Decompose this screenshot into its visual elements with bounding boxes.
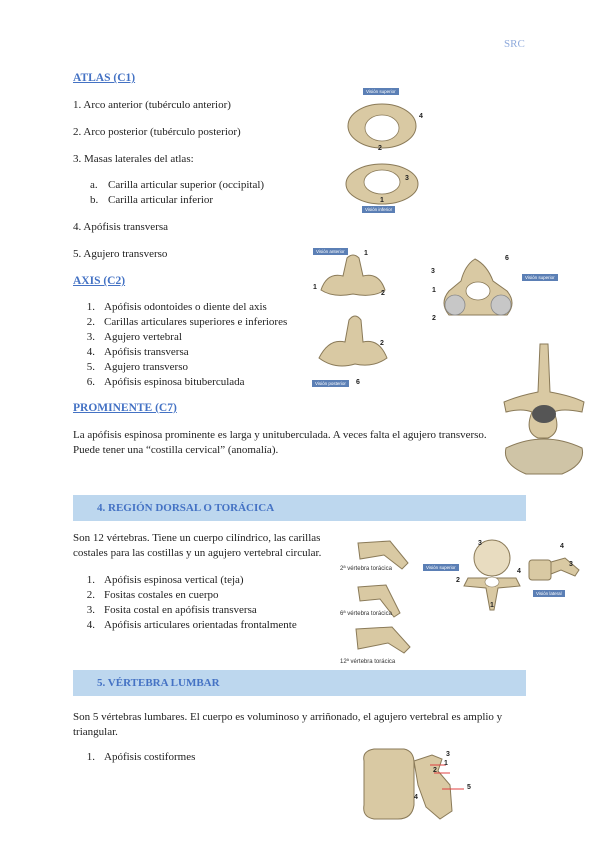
thoracic-caption-1: 2ª vértebra torácica xyxy=(340,566,392,572)
atlas-title: ATLAS (C1) xyxy=(73,72,136,84)
atlas-item-2: 2. Arco posterior (tubérculo posterior) xyxy=(73,126,241,138)
thoracic-mark-4: 4 xyxy=(517,568,521,575)
thoracic-mark-1: 1 xyxy=(490,602,494,609)
atlas-subitem-b: b. Carilla articular inferior xyxy=(90,194,214,206)
atlas-subitem-a: a. Carilla articular superior (occipital) xyxy=(90,179,265,191)
axis-posterior-illustration xyxy=(313,312,393,382)
thoracic-lateral-series xyxy=(350,535,420,665)
axis-mark-a1: 1 xyxy=(364,250,368,257)
lumbar-mark-5: 5 xyxy=(467,784,471,791)
lumbar-mark-2: 2 xyxy=(433,767,437,774)
atlas-mark-2: 2 xyxy=(378,145,382,152)
atlas-fig-label-bottom: Visión inferior xyxy=(362,206,395,213)
list-item: 4. Apófisis articulares orientadas frontalmente xyxy=(86,619,297,631)
list-item: 4. Apófisis transversa xyxy=(86,346,189,358)
lumbar-list xyxy=(73,750,195,765)
thoracic-label-lateral: Visión lateral xyxy=(533,590,565,597)
thoracic-caption-3: 12ª vértebra torácica xyxy=(340,659,396,665)
axis-mark-a2: 1 xyxy=(313,284,317,291)
atlas-fig-label-top: Visión superior xyxy=(363,88,399,95)
thoracic-mark-3b: 3 xyxy=(569,561,573,568)
axis-mark-c1: 1 xyxy=(432,287,436,294)
header-initials: SRC xyxy=(504,38,525,50)
list-item: 6. Apófisis espinosa bituberculada xyxy=(86,376,245,388)
list-item: 3. Fosita costal en apófisis transversa xyxy=(86,604,257,616)
thoracic-label-superior: Visión superior xyxy=(423,564,459,571)
c7-illustration xyxy=(502,342,588,487)
lumbar-mark-4: 4 xyxy=(414,794,418,801)
list-item: 2. Carillas articulares superiores e inferiores xyxy=(86,316,288,328)
atlas-item-3: 3. Masas laterales del atlas: xyxy=(73,153,194,165)
list-item: 1. Apófisis espinosa vertical (teja) xyxy=(86,574,244,586)
list-item: 1. Apófisis costiformes xyxy=(86,751,196,763)
dorsal-list xyxy=(73,573,297,633)
lumbar-text: Son 5 vértebras lumbares. El cuerpo es voluminoso y arriñonado, el agujero vertebral es amplio y triangular. xyxy=(73,711,503,738)
axis-mark-a3: 2 xyxy=(381,290,385,297)
lumbar-mark-3: 3 xyxy=(446,751,450,758)
atlas-mark-4: 4 xyxy=(419,113,423,120)
lumbar-mark-1: 1 xyxy=(444,760,448,767)
thoracic-caption-2: 6ª vértebra torácica xyxy=(340,611,392,617)
axis-mark-b6: 6 xyxy=(356,379,360,386)
dorsal-band: 4. REGIÓN DORSAL O TORÁCICA xyxy=(73,495,526,521)
axis-fig-label-b: Visión posterior xyxy=(312,380,349,387)
list-item: 5. Agujero transverso xyxy=(86,361,189,373)
axis-fig-label-c: Visión superior xyxy=(522,274,558,281)
atlas-mark-3: 3 xyxy=(405,175,409,182)
axis-fig-label-a: Visión anterior xyxy=(313,248,348,255)
axis-title: AXIS (C2) xyxy=(73,275,126,287)
prominente-text: La apófisis espinosa prominente es larga y unituberculada. A veces falta el agujero transverso. Puede tener una “costilla cervical” (anomalía). xyxy=(73,429,487,456)
axis-list xyxy=(73,300,287,390)
thoracic-lateral-illustration xyxy=(527,548,583,588)
atlas-item-5: 5. Agujero transverso xyxy=(73,248,168,260)
lumbar-illustration xyxy=(360,745,475,825)
axis-mark-c3: 3 xyxy=(431,268,435,275)
thoracic-mark-3: 3 xyxy=(478,540,482,547)
axis-mark-c6: 6 xyxy=(505,255,509,262)
atlas-item-4: 4. Apófisis transversa xyxy=(73,221,169,233)
thoracic-mark-4b: 4 xyxy=(560,543,564,550)
atlas-mark-1: 1 xyxy=(380,197,384,204)
axis-mark-c2: 2 xyxy=(432,315,436,322)
list-item: 2. Fositas costales en cuerpo xyxy=(86,589,219,601)
axis-mark-b2: 2 xyxy=(380,340,384,347)
prominente-title: PROMINENTE (C7) xyxy=(73,402,177,414)
lumbar-band: 5. VÉRTEBRA LUMBAR xyxy=(73,670,526,696)
thoracic-mark-2: 2 xyxy=(456,577,460,584)
dorsal-text: Son 12 vértebras. Tiene un cuerpo cilíndrico, las carillas costales para las costillas y un agujero vertebral circular. xyxy=(73,532,322,559)
list-item: 3. Agujero vertebral xyxy=(86,331,182,343)
list-item: 1. Apófisis odontoides o diente del axis xyxy=(86,301,267,313)
axis-superior-illustration xyxy=(435,255,520,325)
atlas-item-1: 1. Arco anterior (tubérculo anterior) xyxy=(73,99,231,111)
